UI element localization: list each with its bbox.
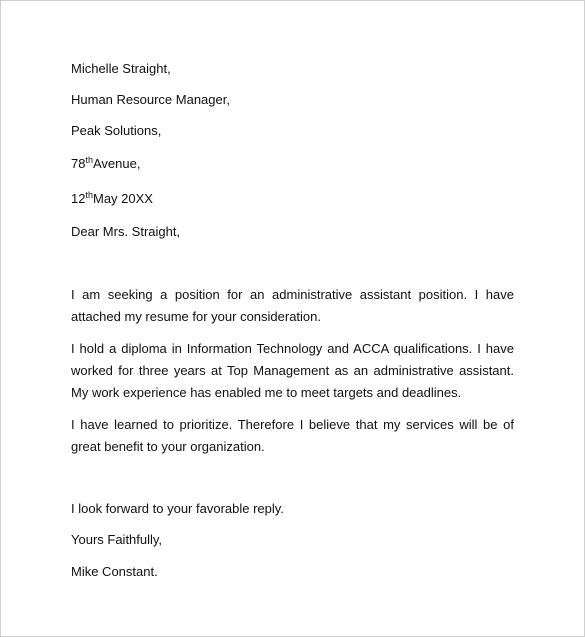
date-rest: May 20XX [92,191,153,206]
recipient-name: Michelle Straight, [71,61,171,76]
body-paragraph [71,338,514,404]
body-paragraph [71,414,514,458]
salutation: Dear Mrs. Straight, [71,224,181,239]
recipient-title: Human Resource Manager, [71,92,230,107]
paragraph-line: great benefit to your organization. [71,439,265,454]
date-ordinal-suffix: th [85,190,93,200]
closing-line: I look forward to your favorable reply. [71,501,284,516]
date-day: 12 [71,191,86,206]
address-number: 78 [71,156,86,171]
paragraph-line: attached my resume for your consideration. [71,309,322,324]
address-ordinal-suffix: th [85,155,93,165]
address-street: Avenue, [92,156,141,171]
paragraph-line: I hold a diploma in Information Technology and ACCA qualifications. I have [71,341,514,356]
sign-off: Yours Faithfully, [71,532,163,547]
recipient-address [71,156,140,172]
letter-date [71,191,153,207]
paragraph-line: I have learned to prioritize. Therefore I believe that my services will be of [71,417,514,432]
company-name: Peak Solutions, [71,123,162,138]
paragraph-line: I am seeking a position for an administrative assistant position. I have [71,287,514,302]
sender-name: Mike Constant. [71,564,158,579]
paragraph-line: worked for three years at Top Management as an administrative assistant. [71,363,514,378]
paragraph-line: My work experience has enabled me to meet targets and deadlines. [71,385,462,400]
body-paragraph [71,284,514,328]
